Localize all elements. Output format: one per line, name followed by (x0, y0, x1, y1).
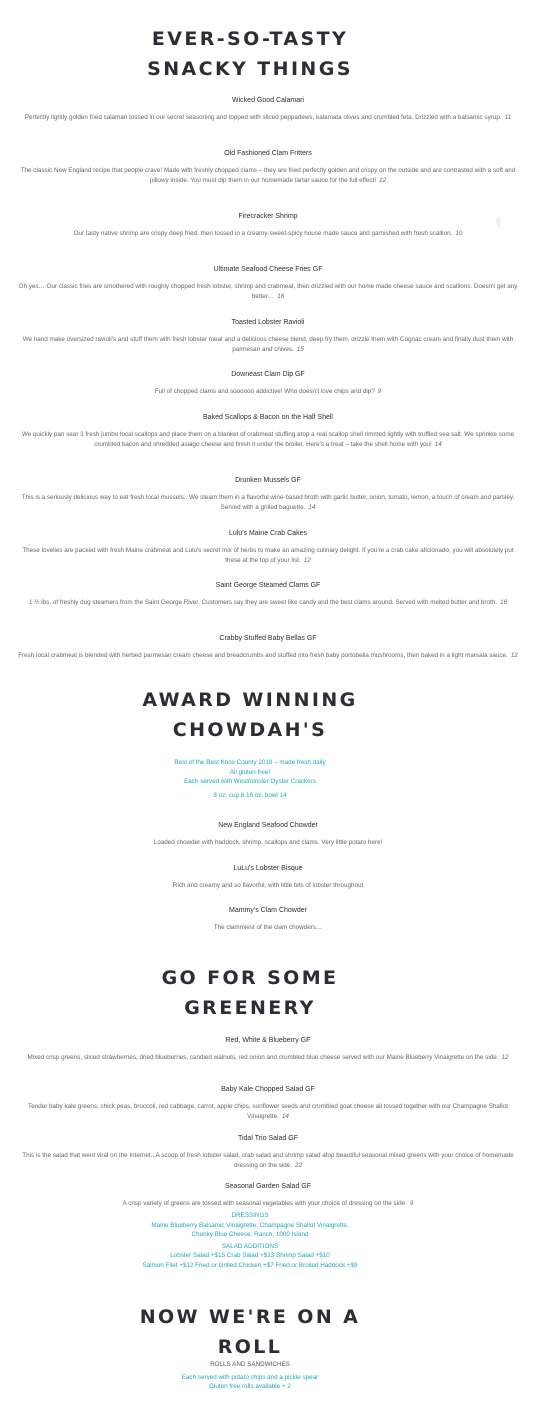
menu-item (0, 149, 536, 185)
chowder-note: Best of the Best Knox County 2018 – made fresh daily (174, 759, 326, 766)
snacky-heading (0, 24, 500, 84)
roll-note: Gluten free rolls available + 2 (209, 1383, 291, 1391)
item-name: Wicked Good Calamari (232, 97, 304, 104)
dressings-list: Chunky Blue Cheese, Ranch, 1000 Island (191, 1231, 309, 1239)
section-title-line: AWARD WINNING (142, 689, 358, 711)
menu-item (0, 265, 536, 301)
menu-item (0, 906, 536, 933)
roll-heading (0, 1302, 500, 1362)
item-price: 12 (303, 556, 311, 564)
item-name: Firecracker Shrimp (238, 213, 298, 220)
roll-subtitle: ROLLS AND SANDWICHES (210, 1361, 290, 1368)
section-title-line: GO FOR SOME (161, 967, 339, 989)
additions-list: Salmon Filet +$12 Fried or Grilled Chicken +$7 Fried or Broiled Haddock +$9 (142, 1261, 358, 1269)
roll-notes (0, 1360, 500, 1392)
item-price: 12 (501, 1054, 509, 1061)
menu-item (0, 96, 536, 123)
item-description: 1 ½ lbs. of freshly dug steamers from the Saint George River. Customers say they are sweet like candy and the best clams around. Served with melted butter and broth. 16 (29, 599, 507, 606)
chowder-heading (0, 685, 500, 745)
item-price: 9 (409, 1200, 414, 1207)
item-description: We hand make oversized ravioli's and stuff them with fresh lobster meat and a delicious cheese blend, deep fry them, drizzle them with Cognac cream and finally dust them with parmesan and chives. 15 (22, 336, 514, 353)
menu-item (0, 476, 536, 512)
item-description: This is the salad that went viral on the Internet.. A scoop of fresh lobster salad, crab salad and shrimp salad atop beautiful seasonal mixed greens with your choice of homemade dressing on the side. 22 (22, 1152, 514, 1169)
item-price: 14 (281, 1112, 289, 1120)
item-price: 9 (377, 388, 382, 395)
item-name: Baked Scallops & Bacon on the Half Shell (203, 414, 333, 421)
menu-item (0, 1182, 536, 1209)
dressings-list: Maine Blueberry Balsamic Vinaigrette, Champagne Shallot Vinaigrette, (151, 1221, 349, 1229)
menu-item (0, 1085, 536, 1121)
item-description: These lovelies are packed with fresh Maine crabmeat and Lulu's secret mix of herbs to make an amazing culinary delight. If you're a crab cake aficionado, you will absolutely put these at the top of your list. 12 (22, 547, 514, 564)
menu-item (0, 634, 536, 661)
item-price: 14 (308, 503, 316, 511)
item-name: Tidal Trio Salad GF (237, 1135, 299, 1142)
menu-item (0, 581, 536, 608)
item-description: The classic New England recipe that people crave! Made with freshly chopped clams – they are fried perfectly golden and crispy on the outside and are contrasted with a soft and pillowy inside. You must dip them in our homemade tartar sauce for the full effect! 12 (20, 167, 516, 184)
item-description: This is a seriously delicious way to eat fresh local mussels.. We steam them in a flavorful wine-based broth with garlic butter, onion, tomato, lemon, a touch of cream and parsley. Served with a grilled baguette. 14 (21, 494, 515, 511)
item-price: 16 (499, 599, 507, 606)
item-description: Perfectly lightly golden fried calamari tossed in our secret seasoning and topped with sliced peppadews, kalamata olives and crumbled feta. Drizzled with a balsamic syrup. 11 (24, 114, 512, 121)
item-price: 11 (504, 114, 512, 121)
section-title-line: NOW WE'RE ON A (139, 1306, 361, 1328)
item-price: 22 (295, 1161, 303, 1169)
menu-item (0, 318, 536, 354)
section-title-line: CHOWDAH'S (172, 719, 328, 741)
menu-item (0, 1036, 536, 1063)
item-description: The clammiest of the clam chowders… (213, 924, 323, 931)
roll-note: Each served with potato chips and a pickle spear (181, 1373, 319, 1381)
item-name: LuLu's Lobster Bisque (233, 865, 303, 872)
salad-extras (0, 1211, 500, 1271)
menu-item (0, 821, 536, 848)
chowder-note: All gluten free! (229, 768, 271, 776)
item-description: We quickly pan sear 3 fresh jumbo local scallops and place them on a blanket of crabmeat stuffing atop a real scallop shell rimmed lightly with truffled sea salt. We sprinkle some crumbled bacon and shredded asiago cheese and finish it under the broiler. Here's a treat – take the shell home with you! 14 (21, 431, 515, 448)
scroll-edge-tab (496, 216, 500, 226)
item-description: Fresh local crabmeat is blended with herbed parmesan cream cheese and breadcrumbs and stuffed into fresh baby portobella mushrooms, then baked in a light marsala sauce. 12 (18, 652, 518, 659)
item-name: Crabby Stuffed Baby Bellas GF (219, 635, 317, 642)
item-name: Old Fashioned Clam Fritters (224, 150, 312, 157)
item-price: 16 (277, 292, 285, 300)
item-price: 12 (510, 652, 518, 659)
additions-list: Lobster Salad +$15 Crab Salad +$13 Shrimp Salad +$10 (170, 1252, 330, 1260)
item-name: Ultimate Seafood Cheese Fries GF (213, 266, 323, 273)
menu-item (0, 212, 536, 239)
item-description: Rich and creamy and so flavorful, with little bits of lobster throughout (172, 882, 364, 889)
item-description: Mixed crisp greens, sliced strawberries, dried blueberries, candied walnuts, red onion and crumbled blue cheese served with our Maine Blueberry Vinaigrette on the side. 12 (27, 1054, 509, 1061)
item-name: Red, White & Blueberry GF (225, 1037, 311, 1044)
item-name: Baby Kale Chopped Salad GF (221, 1086, 315, 1093)
item-description: A crisp variety of greens are tossed with seasonal vegetables with your choice of dressing on the side. 9 (122, 1200, 414, 1207)
item-name: Saint George Steamed Clams GF (215, 582, 321, 589)
item-price: 12 (379, 176, 387, 184)
item-description: Loaded chowder with haddock, shrimp, scallops and clams. Very little potato here! (153, 839, 383, 846)
chowder-notes (0, 758, 500, 800)
item-name: New England Seafood Chowder (218, 822, 318, 829)
item-name: Toasted Lobster Ravioli (231, 319, 305, 326)
item-price: 10 (455, 230, 463, 237)
greenery-heading (0, 963, 500, 1023)
item-price: 15 (296, 345, 304, 353)
item-name: Drunken Mussels GF (235, 477, 301, 484)
section-title-line: GREENERY (184, 997, 316, 1019)
section-title-line: ROLL (217, 1336, 283, 1358)
item-description: Full of chopped clams and soooooo addictive! Who doesn't love chips and dip? 9 (154, 388, 382, 395)
menu-item (0, 370, 536, 397)
item-name: Seasonal Garden Salad GF (225, 1183, 311, 1190)
item-description: Oh yes… Our classic fries are smothered with roughly chopped fresh lobster, shrimp and crabmeat, then drizzled with our home made cheese sauce and scallions. Doesn't get any better… 16 (18, 283, 518, 300)
menu-item (0, 864, 536, 891)
menu-item (0, 1134, 536, 1170)
item-name: Mammy's Clam Chowder (229, 907, 307, 914)
chowder-sizes: 8 oz. cup 8 16 oz. bowl 14 (213, 791, 287, 799)
section-title-line: SNACKY THINGS (147, 58, 353, 80)
section-title-line: EVER-SO-TASTY (151, 28, 349, 50)
additions-heading: SALAD ADDITIONS (221, 1242, 279, 1250)
item-description: Our tasty native shrimp are crispy deep fried, then tossed in a creamy-sweet-spicy house made sauce and garnished with fresh scallion. 10 (73, 230, 463, 237)
item-name: Downeast Clam Dip GF (231, 371, 305, 378)
item-name: Lulu's Maine Crab Cakes (229, 530, 307, 537)
item-price: 14 (434, 440, 442, 448)
item-description: Tender baby kale greens, chick peas, broccoli, red cabbage, carrot, apple chips, sunflower seeds and crumbled goat cheese all tossed together with our Champagne Shallot Vinaigrette. 14 (28, 1103, 508, 1120)
chowder-note: Each served with Westminster Oyster Crackers (184, 778, 316, 786)
menu-item (0, 529, 536, 565)
menu-item (0, 413, 536, 449)
dressings-heading: DRESSINGS (231, 1212, 269, 1219)
